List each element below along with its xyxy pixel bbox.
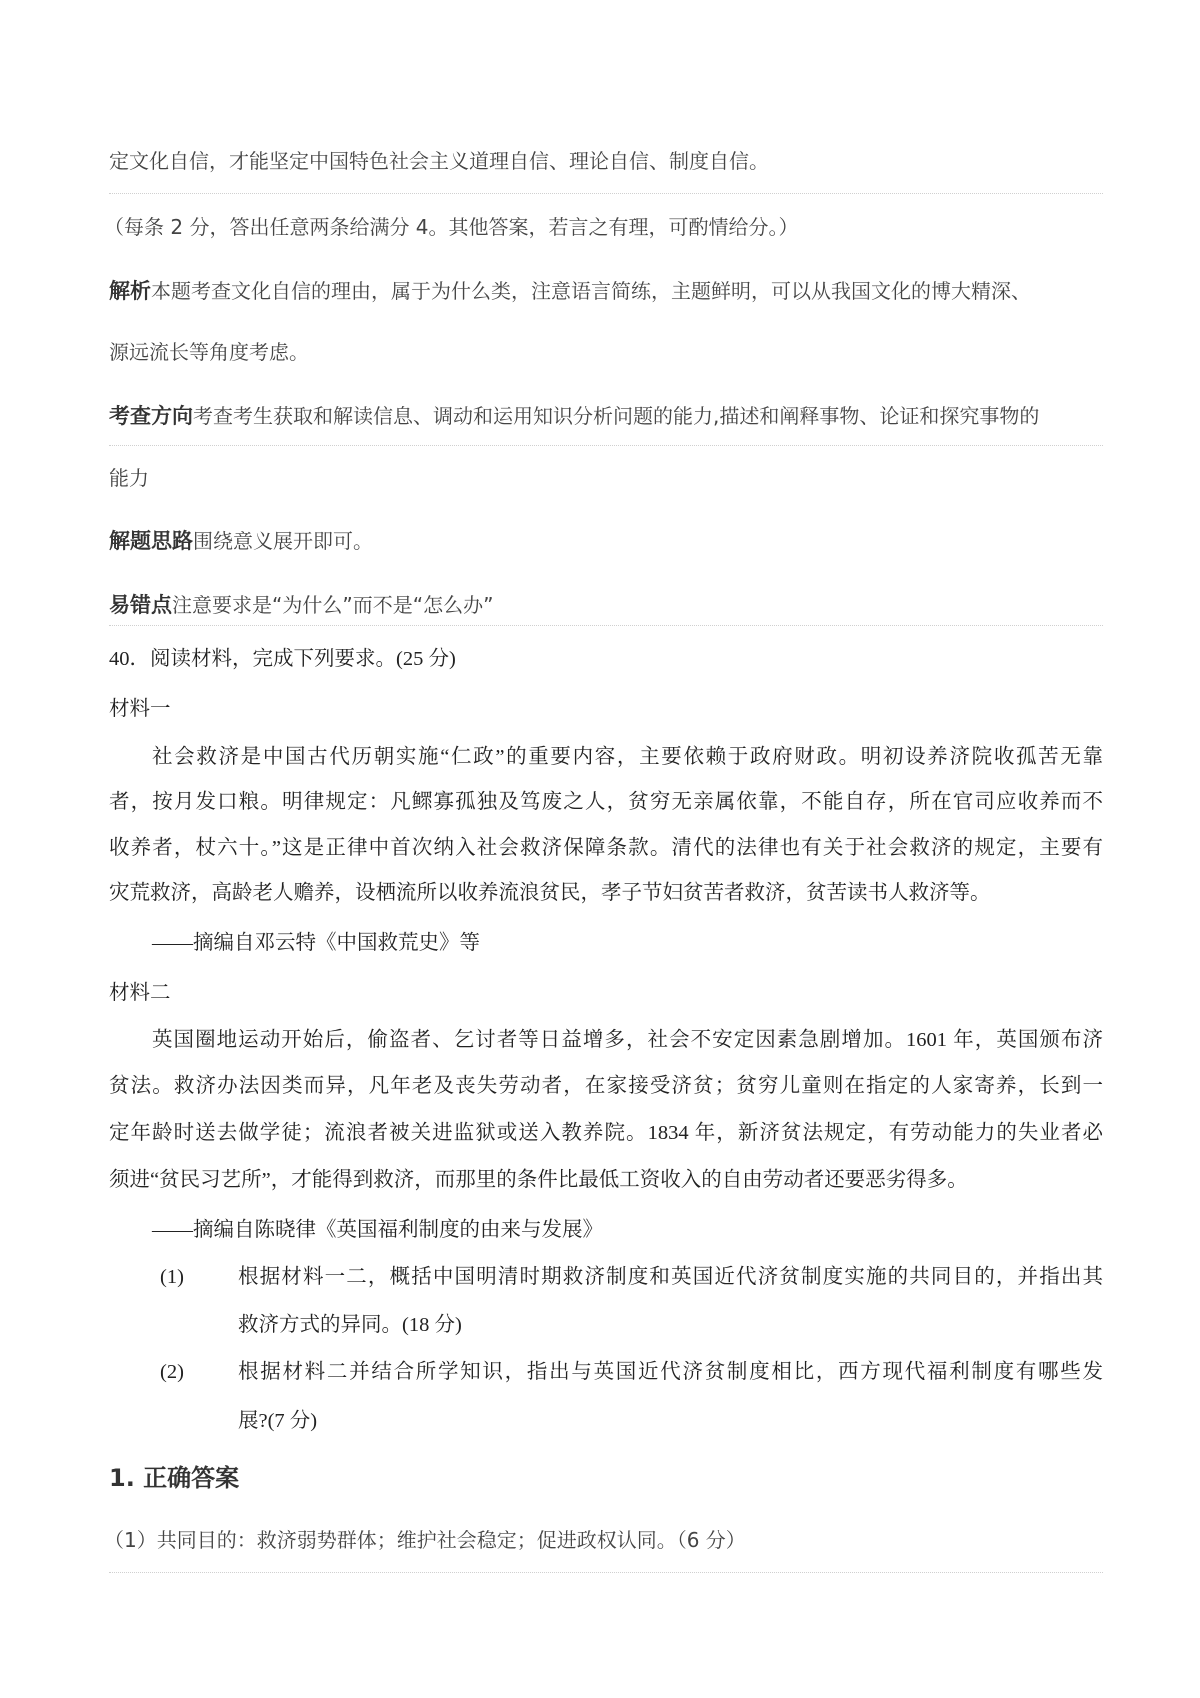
subquestion-text-cont: 救济方式的异同。(18 分) <box>238 1314 462 1336</box>
scoring-note: （每条 2 分，答出任意两条给满分 4。其他答案，若言之有理，可酌情给分。） <box>104 215 799 239</box>
material2-label: 材料二 <box>109 982 171 1004</box>
material1-line: 者，按月发口粮。明律规定：凡鳏寡孤独及笃废之人，贫穷无亲属依靠，不能自存，所在官司应收养而不 <box>109 791 1103 813</box>
pitfall-text: 注意要求是“为什么”而不是“怎么办” <box>172 593 494 617</box>
approach-text: 围绕意义展开即可。 <box>193 529 373 553</box>
correct-answer-line: （1）共同目的：救济弱势群体；维护社会稳定；促进政权认同。（6 分） <box>104 1528 746 1552</box>
material2-line: 须进“贫民习艺所”，才能得到救济，而那里的条件比最低工资收入的自由劳动者还要恶劣得多。 <box>109 1169 968 1191</box>
direction-label: 考查方向 <box>109 404 193 428</box>
divider <box>109 1572 1103 1573</box>
analysis-text: 本题考查文化自信的理由，属于为什么类，注意语言简练，主题鲜明，可以从我国文化的博大精深、 <box>151 279 1031 303</box>
material1-source: ——摘编自邓云特《中国救荒史》等 <box>152 932 480 954</box>
analysis-text-cont: 源远流长等角度考虑。 <box>109 340 309 364</box>
analysis-line <box>109 281 1031 302</box>
subquestion-number: (2) <box>160 1361 184 1383</box>
analysis-label: 解析 <box>109 279 151 303</box>
material2-line: 定年龄时送去做学徒；流浪者被关进监狱或送入教养院。1834 年，新济贫法规定，有劳动能力的失业者必 <box>109 1122 1103 1144</box>
pitfall-label: 易错点 <box>109 593 172 617</box>
material2-source: ——摘编自陈晓律《英国福利制度的由来与发展》 <box>152 1219 603 1241</box>
divider <box>109 193 1103 194</box>
subquestion-text: 根据材料一二，概括中国明清时期救济制度和英国近代济贫制度实施的共同目的，并指出其 <box>238 1266 1103 1288</box>
direction-text: 考查考生获取和解读信息、调动和运用知识分析问题的能力,描述和阐释事物、论证和探究事物的 <box>193 404 1040 428</box>
subquestion-number: (1) <box>160 1266 184 1288</box>
question-title: 40．阅读材料，完成下列要求。(25 分) <box>109 648 456 670</box>
material1-line: 收养者，杖六十。”这是正律中首次纳入社会救济保障条款。清代的法律也有关于社会救济的规定，主要有 <box>109 837 1103 859</box>
prev-answer-line: 定文化自信，才能坚定中国特色社会主义道理自信、理论自信、制度自信。 <box>109 149 769 173</box>
direction-line <box>109 406 1039 427</box>
pitfall-line <box>109 595 493 616</box>
subquestion-text: 根据材料二并结合所学知识，指出与英国近代济贫制度相比，西方现代福利制度有哪些发 <box>238 1361 1103 1383</box>
material2-line: 英国圈地运动开始后，偷盗者、乞讨者等日益增多，社会不安定因素急剧增加。1601 年，英国颁布济 <box>152 1029 1103 1051</box>
material1-line: 灾荒救济，高龄老人赡养，设栖流所以收养流浪贫民，孝子节妇贫苦者救济，贫苦读书人救济等。 <box>109 882 991 904</box>
approach-line <box>109 531 373 552</box>
material1-label: 材料一 <box>109 698 171 720</box>
divider <box>109 625 1103 626</box>
correct-answer-heading: 1. 正确答案 <box>109 1464 240 1492</box>
divider <box>109 445 1103 446</box>
direction-text-cont: 能力 <box>109 466 149 490</box>
material1-line: 社会救济是中国古代历朝实施“仁政”的重要内容，主要依赖于政府财政。明初设养济院收孤苦无靠 <box>152 746 1103 768</box>
approach-label: 解题思路 <box>109 529 193 553</box>
material2-line: 贫法。救济办法因类而异，凡年老及丧失劳动者，在家接受济贫；贫穷儿童则在指定的人家寄养，长到一 <box>109 1075 1103 1097</box>
subquestion-text-cont: 展?(7 分) <box>238 1410 318 1432</box>
